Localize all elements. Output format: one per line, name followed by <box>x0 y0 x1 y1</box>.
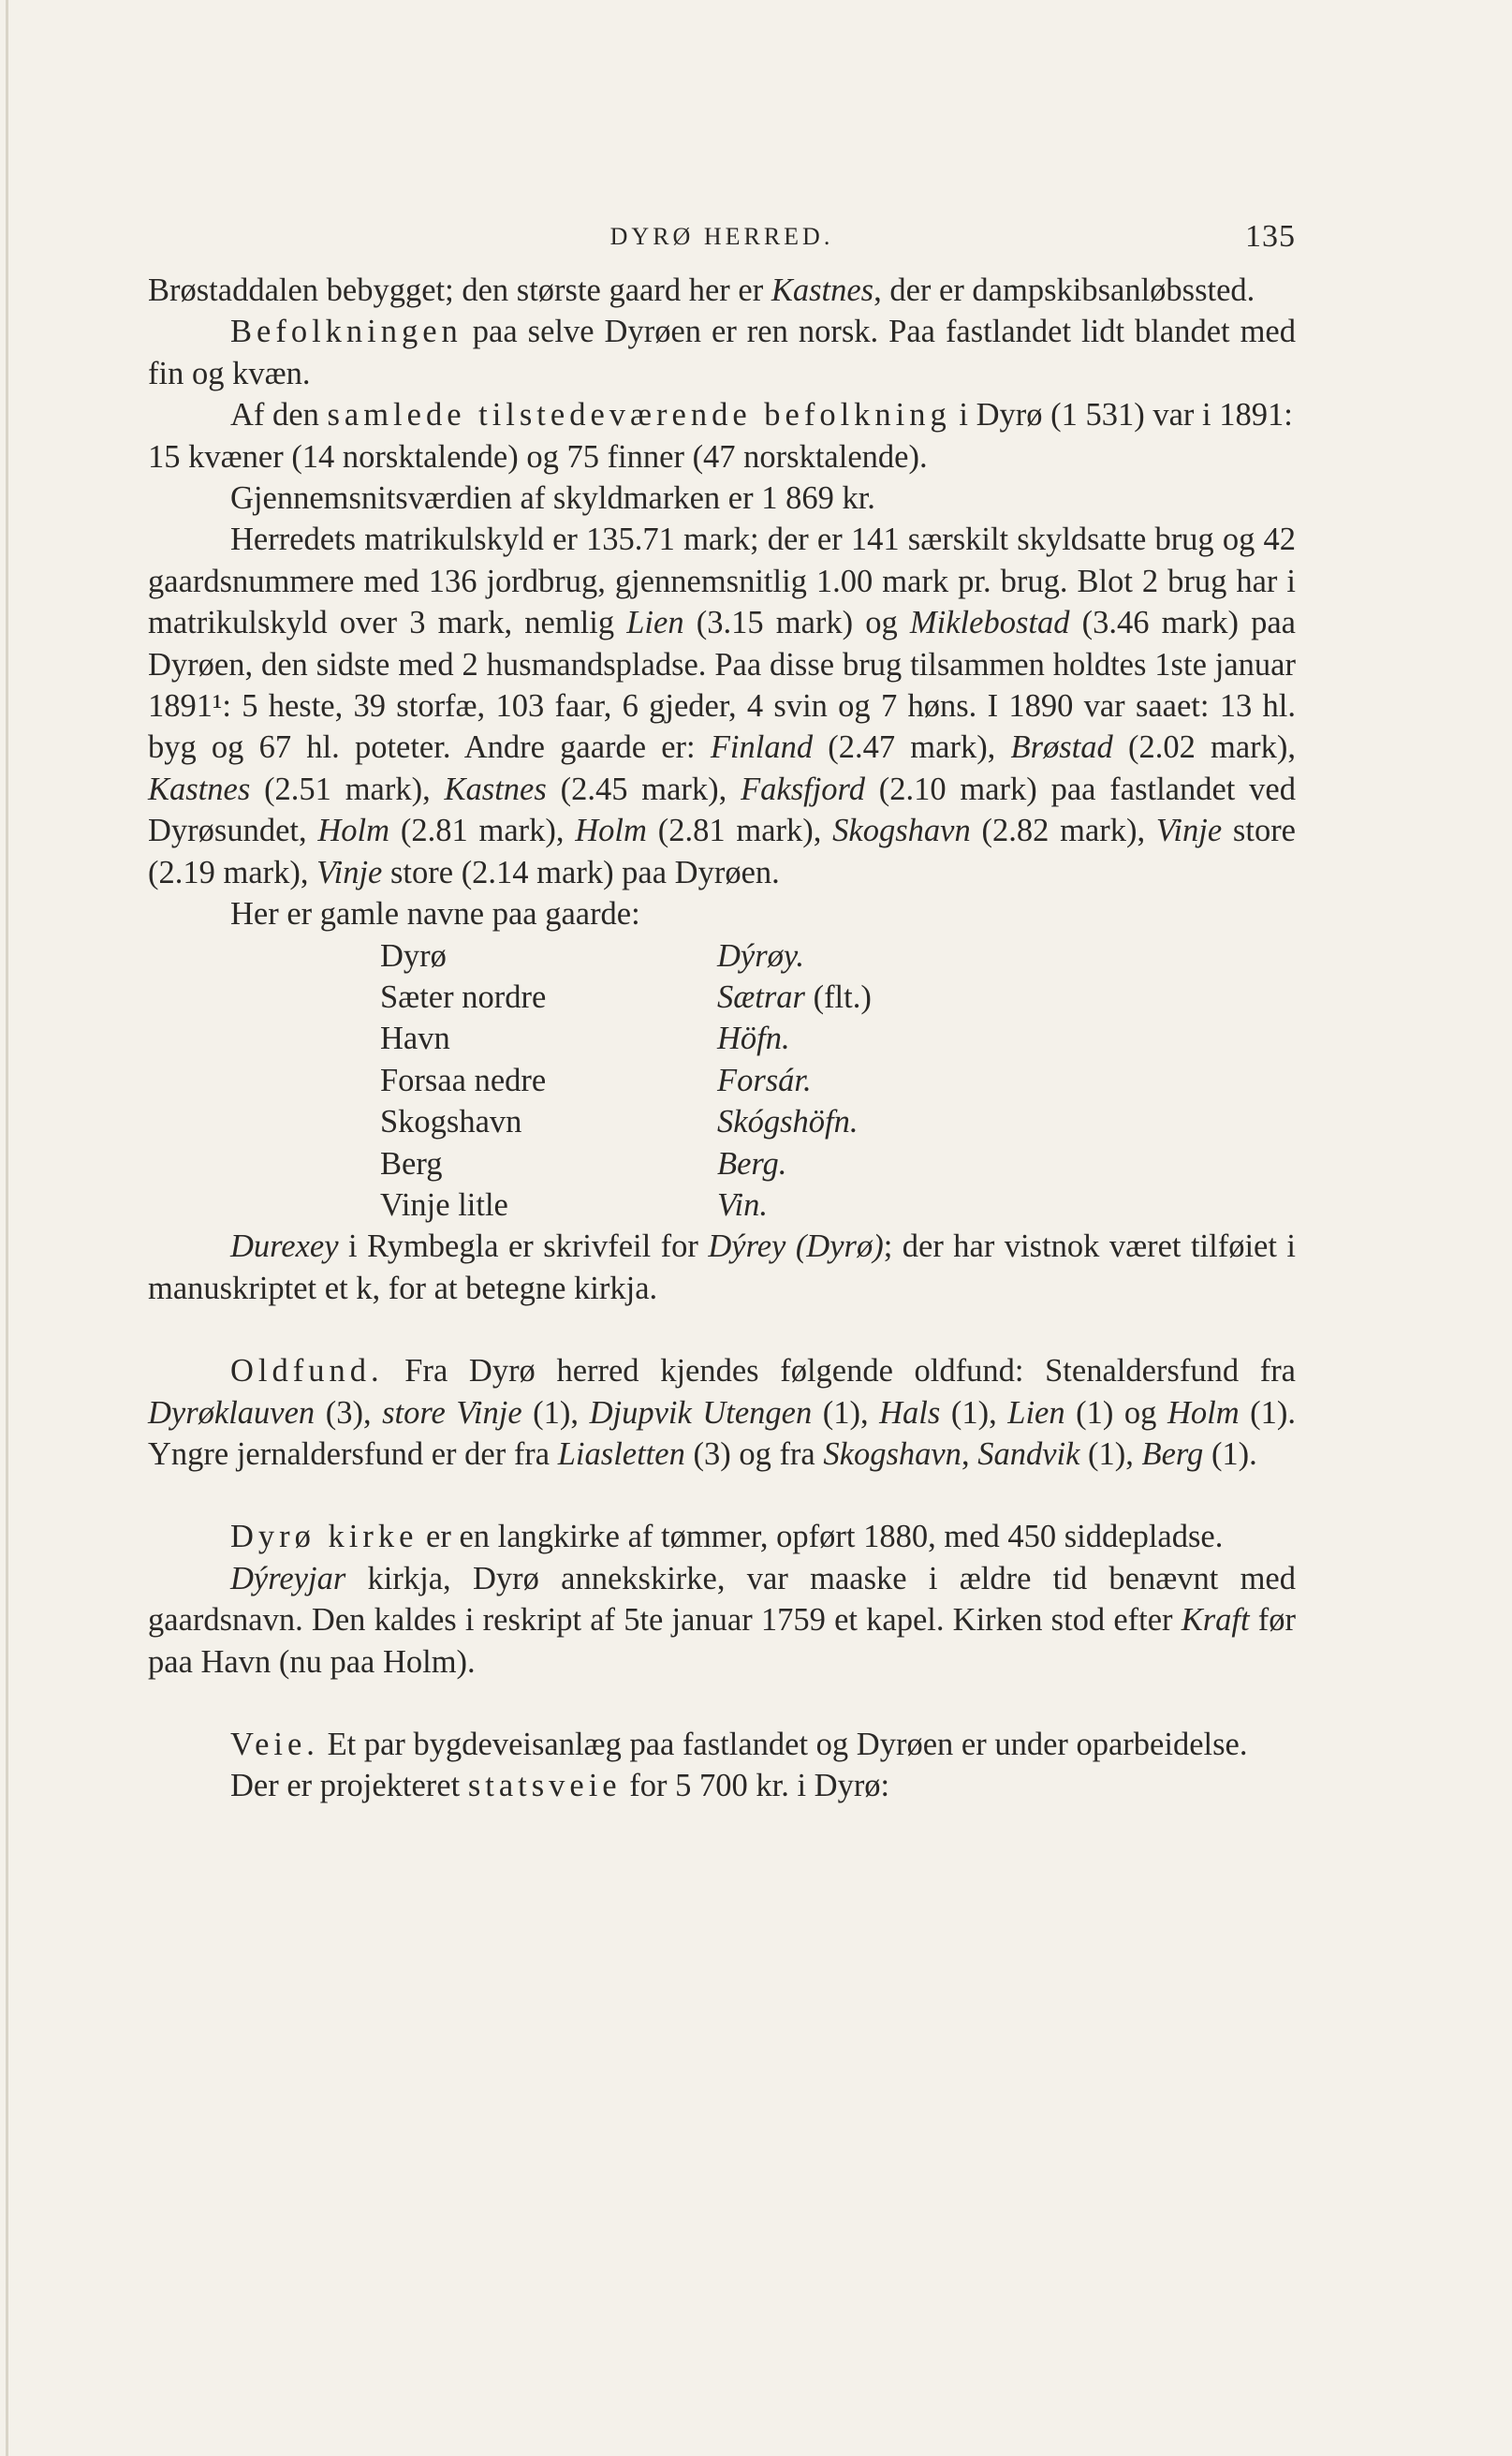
italic-name: Dyrøklauven <box>148 1394 316 1431</box>
paragraph-p11 <box>148 1558 1296 1683</box>
italic-name: Faksfjord <box>741 771 865 807</box>
italic-name: Miklebostad <box>909 605 1070 641</box>
italic-name: Sandvik <box>977 1435 1080 1472</box>
paragraph-p9 <box>148 1350 1296 1475</box>
old-name-text: Höfn. <box>717 1021 790 1057</box>
italic-name: Kastnes <box>444 771 547 807</box>
spaced-heading: statsveie <box>467 1768 622 1804</box>
paragraph-p1 <box>148 270 1296 311</box>
paragraph-p13 <box>148 1765 1296 1806</box>
text-run: i Dyrø (1 531) var i 1891: <box>950 397 1293 434</box>
text-run: Der er projekteret <box>230 1768 468 1804</box>
old-norse-name <box>717 1060 970 1101</box>
name-note: (flt.) <box>804 978 872 1015</box>
italic-name: Dýrey (Dyrø) <box>708 1228 884 1265</box>
italic-name: Durexey <box>230 1228 339 1265</box>
italic-name: Lien <box>1007 1394 1065 1431</box>
page-binding-edge <box>6 0 8 2456</box>
text-run: (2.51 mark), <box>250 771 445 807</box>
page-number: 135 <box>1245 219 1296 254</box>
paragraph-p6 <box>148 519 1296 893</box>
text-run: (2.02 mark), <box>1112 729 1296 766</box>
italic-name: Skogshavn <box>832 813 971 849</box>
text-run: (2.47 mark), <box>813 729 1011 766</box>
text-run: ; der har vistnok været tilføiet i manuskriptet et k, for at betegne kirkja. <box>148 1228 1296 1306</box>
modern-name: Dyrø <box>380 937 447 974</box>
running-header <box>148 213 1296 270</box>
modern-name: Berg <box>380 1145 443 1182</box>
paragraph-p3 <box>148 394 1296 435</box>
text-run: (1), <box>812 1394 880 1431</box>
old-name-text: Skógshöfn. <box>717 1104 859 1140</box>
italic-name: Berg <box>1141 1435 1204 1472</box>
old-name-text: Sætrar <box>717 978 805 1015</box>
old-names-table <box>345 935 970 1227</box>
text-run: store (2.19 mark), <box>148 813 1296 890</box>
italic-name: Kastnes <box>148 771 251 807</box>
old-norse-name <box>717 1184 970 1226</box>
old-name-text: Vin. <box>717 1186 768 1223</box>
running-title: DYRØ HERRED. <box>609 223 834 250</box>
name-row <box>345 1184 970 1226</box>
old-norse-name <box>717 935 970 977</box>
italic-name: Vinje <box>316 854 383 890</box>
text-run: (2.81 mark), <box>389 813 576 849</box>
spaced-heading: Dyrø kirke <box>230 1519 418 1555</box>
italic-name: Holm <box>575 813 647 849</box>
name-row <box>345 977 970 1018</box>
italic-name: Dýreyjar <box>230 1560 346 1596</box>
text-run: (1). <box>1203 1435 1257 1472</box>
old-name-text: Berg. <box>717 1145 787 1182</box>
paragraph-p12 <box>148 1724 1296 1765</box>
italic-name: Holm <box>317 813 390 849</box>
old-name-text: Forsár. <box>717 1062 812 1098</box>
text-run: (1) og <box>1064 1394 1167 1431</box>
text-run: Gjennemsnitsværdien af skyldmarken er 1 869 kr. <box>230 480 875 517</box>
name-row <box>345 935 970 977</box>
name-row <box>345 1143 970 1184</box>
text-run: er en langkirke af tømmer, opført 1880, med 450 siddepladse. <box>418 1519 1224 1555</box>
spaced-heading: Befolkningen <box>230 314 462 350</box>
text-run: i Rymbegla er skrivfeil for <box>338 1228 709 1265</box>
spaced-heading: samlede tilstedeværende befolkning <box>327 397 951 434</box>
old-norse-name <box>717 1018 970 1059</box>
text-run: (1), <box>1079 1435 1142 1472</box>
modern-name: Forsaa nedre <box>380 1062 547 1098</box>
text-run: før paa Havn (nu paa Holm). <box>148 1602 1297 1680</box>
italic-name: Vinje <box>1155 813 1223 849</box>
spaced-heading: Veie. <box>230 1727 319 1762</box>
text-run: (2.45 mark), <box>546 771 741 807</box>
italic-name: Holm <box>1167 1394 1240 1431</box>
italic-name: Finland <box>710 729 814 766</box>
book-page <box>148 213 1296 1807</box>
text-run: Herredets matrikulskyld er 135.71 mark; der er 141 særskilt skyldsatte brug og 42 gaardsnummere med 136 jordbrug, gjennemsnitlig 1.00 mark pr. brug. Blot 2 brug har i matrikulskyld over 3 mark, nemlig <box>148 522 1296 641</box>
italic-name: Lien <box>626 605 684 641</box>
text-run: (3.46 mark) paa Dyrøen, den sidste med 2 husmandspladse. Paa disse brug tilsammen holdtes 1ste januar 1891¹: 5 heste, 39 storfæ, 103 faar, 6 gjeder, 4 svin og 7 høns. I 1890 var saaet: 13 hl. byg og 67 hl. poteter. Andre gaarde er: <box>148 605 1296 766</box>
text-run: Fra Dyrø herred kjendes følgende oldfund: Stenaldersfund fra <box>383 1353 1296 1390</box>
paragraph-p2 <box>148 311 1296 394</box>
spaced-heading: Oldfund. <box>230 1353 384 1390</box>
text-run: (3) og fra <box>684 1435 824 1472</box>
text-run: (1), <box>940 1394 1008 1431</box>
italic-name: store Vinje <box>382 1394 522 1431</box>
italic-name: Djupvik Utengen <box>589 1394 813 1431</box>
modern-name: Skogshavn <box>380 1104 522 1140</box>
text-run: paa selve Dyrøen er ren norsk. Paa fastlandet lidt blandet med fin og kvæn. <box>148 314 1296 391</box>
body-text-top <box>148 270 1296 935</box>
modern-name: Havn <box>380 1021 450 1057</box>
modern-name: Sæter nordre <box>380 978 547 1015</box>
body-text-bottom <box>148 1226 1296 1806</box>
text-run: Brøstaddalen bebygget; den største gaard her er <box>148 272 771 308</box>
paragraph-p10 <box>148 1516 1296 1557</box>
italic-name: Kraft <box>1181 1602 1250 1639</box>
italic-name: Liasletten <box>557 1435 685 1472</box>
text-run: , der er dampskibsanløbssted. <box>873 272 1255 308</box>
text-run: for 5 700 kr. i Dyrø: <box>621 1768 890 1804</box>
text-run: (3.15 mark) og <box>683 605 910 641</box>
text-run: Et par bygdeveisanlæg paa fastlandet og Dyrøen er under oparbeidelse. <box>318 1727 1248 1762</box>
old-norse-name <box>717 1143 970 1184</box>
paragraph-p7 <box>148 893 1296 934</box>
text-run: store (2.14 mark) paa Dyrøen. <box>382 854 780 890</box>
old-norse-name <box>717 1101 970 1142</box>
text-run: (2.10 mark) paa fastlandet ved Dyrøsundet, <box>148 771 1296 849</box>
modern-name: Vinje litle <box>380 1186 508 1223</box>
paragraph-p5 <box>148 478 1296 519</box>
text-run: Her er gamle navne paa gaarde: <box>230 896 640 933</box>
name-row <box>345 1060 970 1101</box>
italic-name: Brøstad <box>1010 729 1113 766</box>
text-run: 15 kvæner (14 norsktalende) og 75 finner (47 norsktalende). <box>148 438 928 475</box>
text-run: (2.81 mark), <box>646 813 833 849</box>
italic-name: Skogshavn <box>823 1435 962 1472</box>
paragraph-p4 <box>148 436 1296 478</box>
italic-name: Kastnes <box>771 272 874 308</box>
name-row <box>345 1018 970 1059</box>
text-run: (2.82 mark), <box>970 813 1156 849</box>
italic-name: Hals <box>879 1394 941 1431</box>
text-run: kirkja, Dyrø annekskirke, var maaske i ældre tid benævnt med gaardsnavn. Den kaldes i reskript af 5te januar 1759 et kapel. Kirken stod efter <box>148 1560 1296 1639</box>
name-row <box>345 1101 970 1142</box>
old-name-text: Dýrøy. <box>717 937 804 974</box>
text-run: (1), <box>521 1394 590 1431</box>
text-run: , <box>961 1435 978 1472</box>
old-norse-name <box>717 977 970 1018</box>
text-run: (3), <box>315 1394 383 1431</box>
text-run: (1). Yngre jernaldersfund er der fra <box>148 1394 1297 1472</box>
paragraph-p8 <box>148 1226 1296 1309</box>
text-run: Af den <box>230 397 328 434</box>
